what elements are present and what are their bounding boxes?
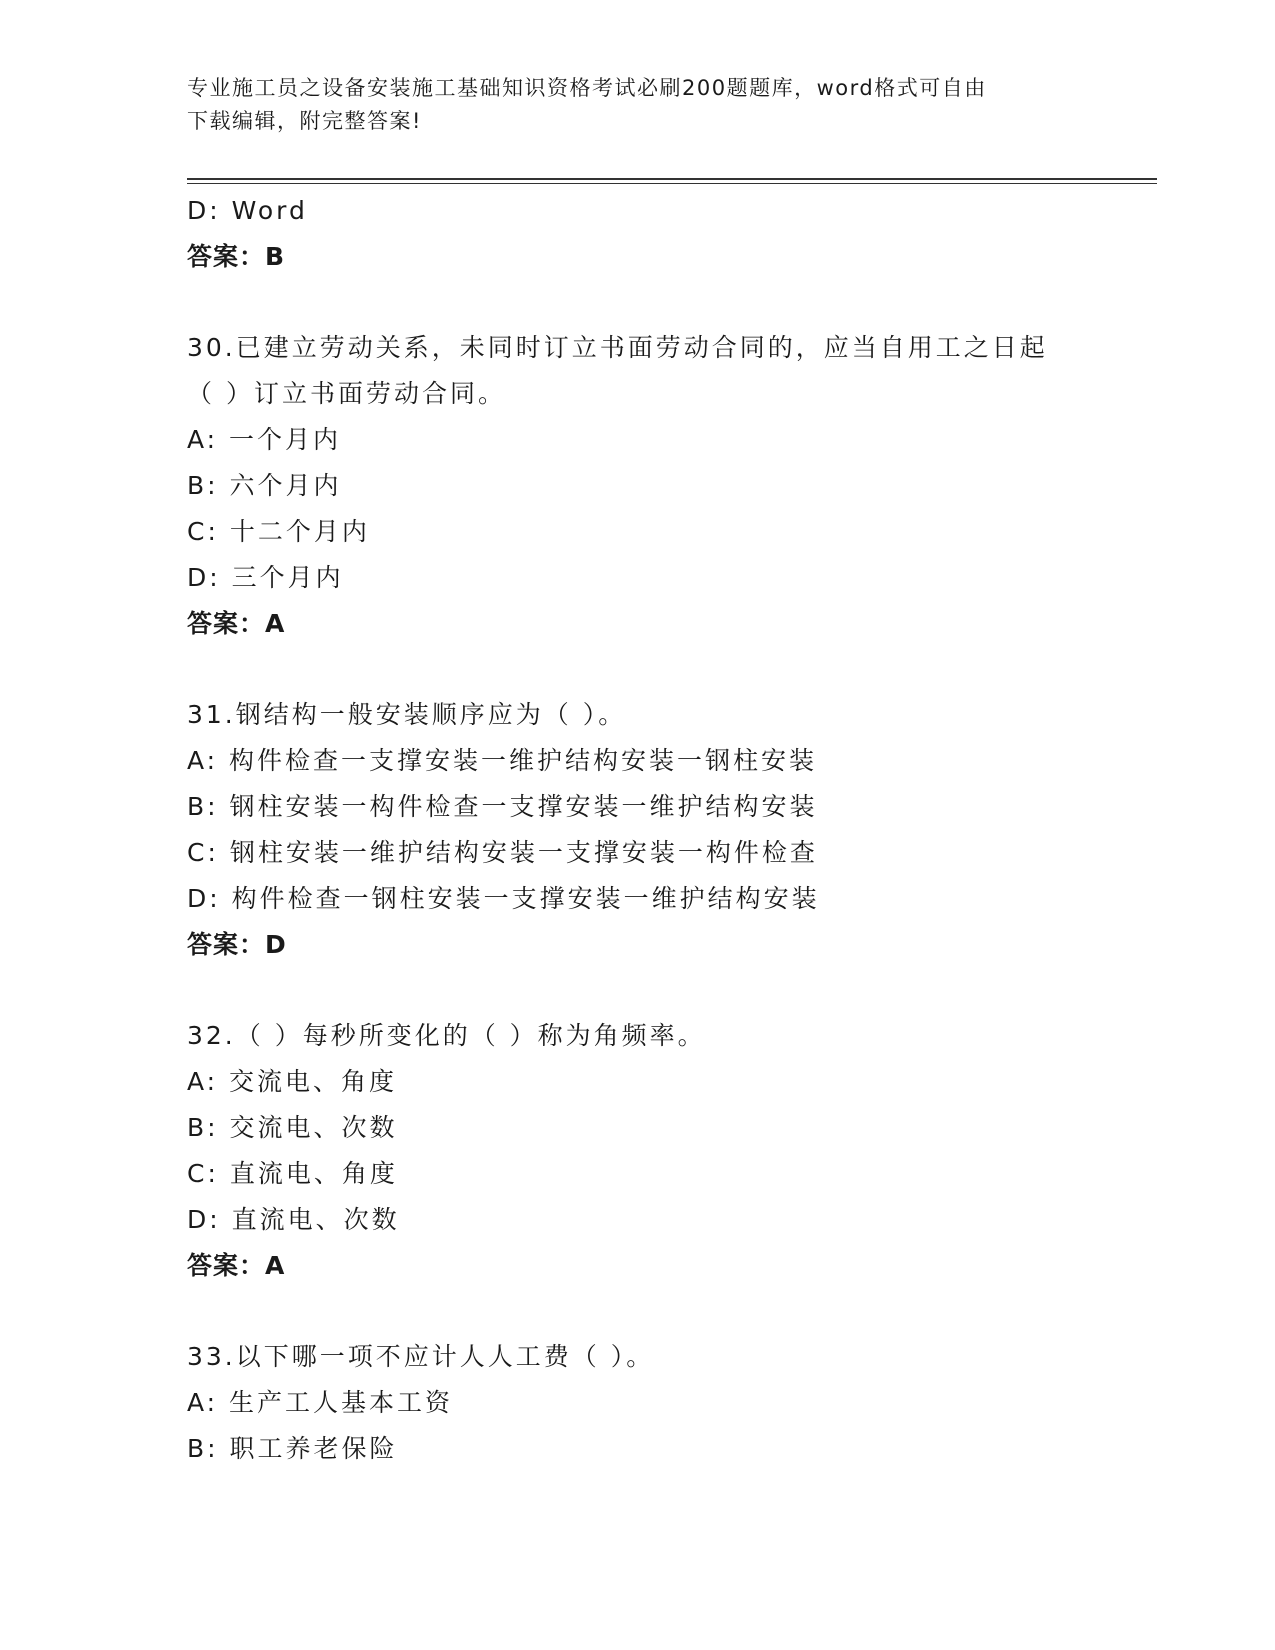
option-b: B: 职工养老保险	[187, 1434, 398, 1463]
option-a: A: 构件检查一支撑安装一维护结构安装一钢柱安装	[187, 746, 818, 775]
prev-answer: 答案：B	[187, 242, 286, 271]
question-stem: 32.（ ）每秒所变化的（ ）称为角频率。	[187, 1021, 706, 1050]
prev-option-d: D: Word	[187, 196, 308, 225]
spacer	[187, 647, 1127, 692]
answer: 答案：D	[187, 930, 287, 959]
option-a: A: 一个月内	[187, 425, 342, 454]
header-line-1: 专业施工员之设备安装施工基础知识资格考试必刷200题题库，word格式可自由	[187, 76, 987, 100]
option-a: A: 交流电、角度	[187, 1067, 398, 1096]
spacer	[187, 280, 1127, 325]
option-c: C: 十二个月内	[187, 517, 370, 546]
question-31	[187, 692, 1127, 968]
option-a: A: 生产工人基本工资	[187, 1388, 454, 1417]
question-stem: 30.已建立劳动关系，未同时订立书面劳动合同的，应当自用工之日起	[187, 333, 1048, 362]
question-list	[187, 188, 1127, 1472]
question-33	[187, 1334, 1127, 1472]
header-line-2: 下载编辑，附完整答案!	[187, 109, 422, 133]
question-30	[187, 325, 1127, 647]
question-stem: 33.以下哪一项不应计人人工费（ ）。	[187, 1342, 655, 1371]
question-stem: 31.钢结构一般安装顺序应为（ ）。	[187, 700, 627, 729]
question-32	[187, 1013, 1127, 1289]
document-header	[187, 72, 1067, 138]
spacer	[187, 1289, 1127, 1334]
option-d: D: 三个月内	[187, 563, 344, 592]
option-b: B: 钢柱安装一构件检查一支撑安装一维护结构安装	[187, 792, 818, 821]
option-d: D: 构件检查一钢柱安装一支撑安装一维护结构安装	[187, 884, 820, 913]
option-b: B: 交流电、次数	[187, 1113, 398, 1142]
answer: 答案：A	[187, 1251, 286, 1280]
option-c: C: 直流电、角度	[187, 1159, 398, 1188]
option-d: D: 直流电、次数	[187, 1205, 400, 1234]
spacer	[187, 968, 1127, 1013]
question-stem: （ ）订立书面劳动合同。	[187, 379, 506, 408]
answer: 答案：A	[187, 609, 286, 638]
header-rule-thick	[187, 178, 1157, 180]
header-rule-thin	[187, 183, 1157, 184]
option-b: B: 六个月内	[187, 471, 342, 500]
option-c: C: 钢柱安装一维护结构安装一支撑安装一构件检查	[187, 838, 818, 867]
